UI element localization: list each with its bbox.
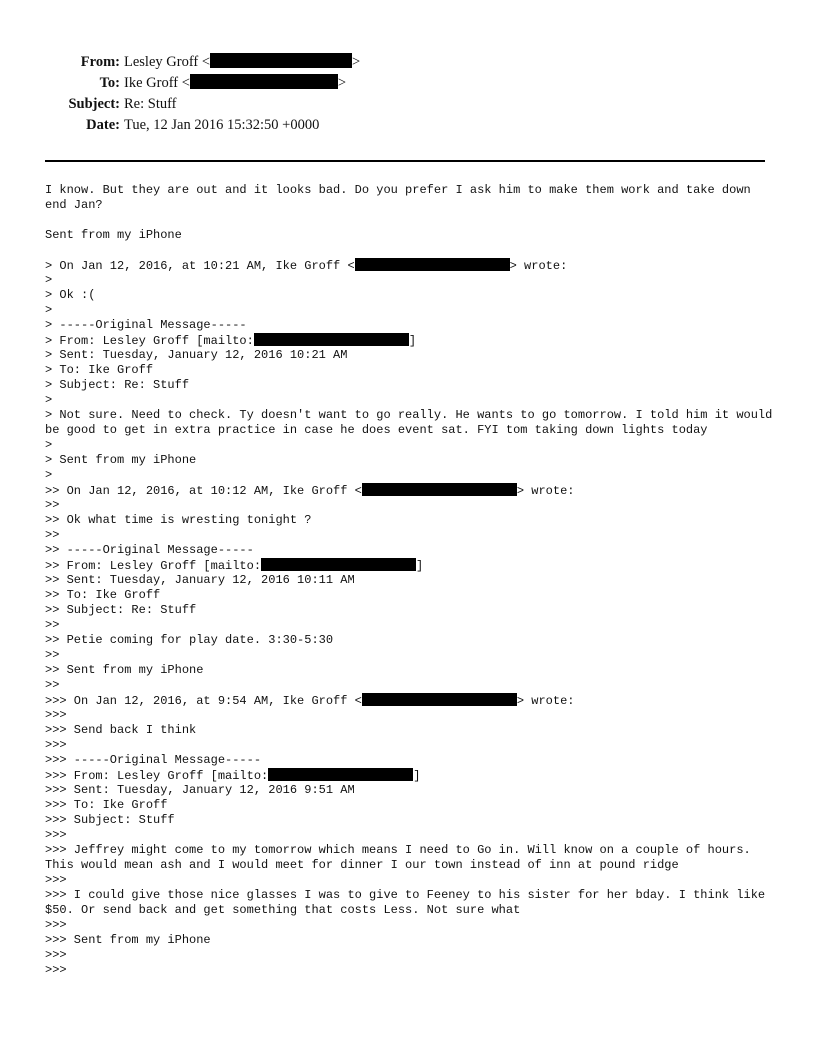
quoted-from: > From: Lesley Groff [mailto: ] [45,334,417,348]
quoted-text: > Ok :( [45,288,96,302]
to-name: Ike Groff < [124,75,190,91]
redaction-box [355,258,510,271]
quoted-subject: > Subject: Re: Stuff [45,378,190,392]
quoted-paragraph: > Not sure. Need to check. Ty doesn't want to go really. He wants to go tomorrow. I told him it would be good to get in extra practice in case he does event sat. FYI tom taking down lights today [45,408,773,437]
email-header [0,52,816,136]
quoted-text: >>> Send back I think [45,723,197,737]
to-row [0,73,816,94]
quoted-signature: >>> Sent from my iPhone [45,933,211,947]
original-message-marker: >> -----Original Message----- [45,543,254,557]
subject-label: Subject: [68,96,120,112]
from-label: From: [80,54,120,70]
quoted-from: >> From: Lesley Groff [mailto: ] [45,559,424,573]
quote-attribution: >> On Jan 12, 2016, at 10:12 AM, Ike Groff < > wrote: [45,484,575,498]
subject-value: Re: Stuff [124,96,177,112]
quoted-paragraph: >>> I could give those nice glasses I was to give to Feeney to his sister for her bday. I think like $50. Or send back and get something that costs Less. Not sure what [45,888,766,917]
angle-close: > [352,54,361,70]
signature: Sent from my iPhone [45,228,182,242]
quoted-subject: >>> Subject: Stuff [45,813,175,827]
quote-attribution: >>> On Jan 12, 2016, at 9:54 AM, Ike Groff < > wrote: [45,694,575,708]
original-message-marker: >>> -----Original Message----- [45,753,262,767]
redaction-box [210,53,352,68]
date-row [0,115,816,136]
to-value [124,73,346,94]
quoted-from: >>> From: Lesley Groff [mailto: ] [45,769,421,783]
date-label: Date: [86,117,120,133]
date-value: Tue, 12 Jan 2016 15:32:50 +0000 [124,117,320,133]
quoted-to: >> To: Ike Groff [45,588,161,602]
redaction-box [268,768,413,781]
from-value [124,52,360,73]
angle-close: > [337,75,347,91]
header-divider [45,160,765,162]
redaction-box [190,74,338,89]
message-paragraph: I know. But they are out and it looks bad. Do you prefer I ask him to make them work and take down end Jan? [45,183,751,212]
quoted-text: >> Ok what time is wresting tonight ? [45,513,312,527]
quote-attribution: > On Jan 12, 2016, at 10:21 AM, Ike Groff < > wrote: [45,259,568,273]
redaction-box [362,483,517,496]
quoted-sent: > Sent: Tuesday, January 12, 2016 10:21 AM [45,348,348,362]
quoted-text: >> Petie coming for play date. 3:30-5:30 [45,633,334,647]
quoted-signature: >> Sent from my iPhone [45,663,204,677]
quoted-signature: > Sent from my iPhone [45,453,197,467]
email-body: I know. But they are out and it looks bad. Do you prefer I ask him to make them work and take down end Jan? Sent from my iPhone > On Jan 12, 2016, at 10:21 AM, Ike Groff < > wrote: > > Ok :( > > -----Original Message----- > From: Lesley Groff [mailto: ] > Sent: Tuesday, January 12, 2016 10:21 AM > To: Ike Groff > Subject: Re: Stuff > > Not sure. Need to check. Ty doesn't want to go really. He wants to go tomorrow. I told him it would be good to get in extra practice in case he does event sat. FYI tom taking down lights today > > Sent from my iPhone > >> On Jan 12, 2016, at 10:12 AM, Ike Groff < > wrote: >> >> Ok what time is wresting tonight ? >> >> -----Original Message----- >> From: Lesley Groff [mailto: ] >> Sent: Tuesday, January 12, 2016 10:11 AM >> To: Ike Groff >> Subject: Re: Stuff >> >> Petie coming for play date. 3:30-5:30 >> >> Sent from my iPhone >> >>> On Jan 12, 2016, at 9:54 AM, Ike Groff < > wrote: >>> >>> Send back I think >>> >>> -----Original Message----- >>> From: Lesley Groff [mailto: ] >>> Sent: Tuesday, January 12, 2016 9:51 AM >>> To: Ike Groff >>> Subject: Stuff >>> >>> Jeffrey might come to my tomorrow which means I need to Go in. Will know on a couple of hours. This would mean ash and I would meet for dinner I our town instead of inn at pound ridge >>> >>> I could give those nice glasses I was to give to Feeney to his sister for her bday. I think like $50. Or send back and get something that costs Less. Not sure what >>> >>> Sent from my iPhone >>> >>> [45,183,775,978]
redaction-box [362,693,517,706]
redaction-box [261,558,416,571]
quoted-sent: >> Sent: Tuesday, January 12, 2016 10:11 AM [45,573,355,587]
quoted-subject: >> Subject: Re: Stuff [45,603,197,617]
quoted-to: > To: Ike Groff [45,363,154,377]
subject-row [0,94,816,115]
from-name: Lesley Groff < [124,54,211,70]
quoted-paragraph: >>> Jeffrey might come to my tomorrow which means I need to Go in. Will know on a couple of hours. This would mean ash and I would meet for dinner I our town instead of inn at pound ridge [45,843,751,872]
from-row [0,52,816,73]
original-message-marker: > -----Original Message----- [45,318,247,332]
redaction-box [254,333,409,346]
quoted-to: >>> To: Ike Groff [45,798,168,812]
quoted-sent: >>> Sent: Tuesday, January 12, 2016 9:51 AM [45,783,355,797]
to-label: To: [99,75,120,91]
